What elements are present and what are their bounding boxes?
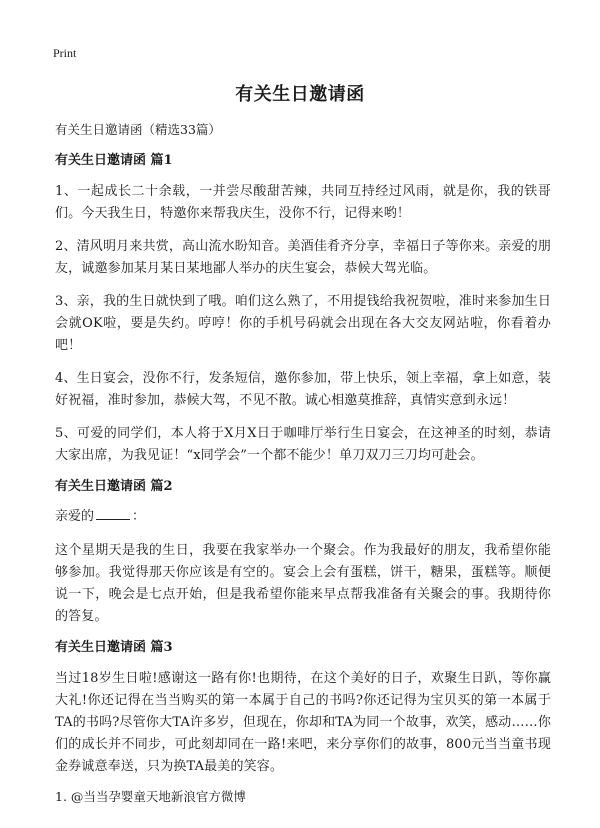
name-blank — [96, 507, 130, 520]
print-link[interactable]: Print — [53, 46, 77, 60]
paragraph: 2、清风明月来共赏，高山流水盼知音。美酒佳肴齐分享，幸福日子等你来。亲爱的朋友，诚邀参加某月某日某地鄙人举办的庆生宴会，恭候大驾光临。 — [55, 239, 551, 276]
greeting-suffix: ： — [132, 509, 146, 524]
section-2 — [55, 478, 551, 628]
section-1 — [55, 152, 551, 467]
section-3 — [55, 639, 551, 805]
section-heading: 有关生日邀请函 篇1 — [55, 153, 173, 168]
section-heading: 有关生日邀请函 篇3 — [55, 640, 173, 655]
paragraph: 3、亲，我的生日就快到了哦。咱们这么熟了，不用提钱给我祝贺啦，准时来参加生日会就OK啦，要是失约。哼哼！你的手机号码就会出现在各大交友网站啦，你看着办吧！ — [55, 294, 551, 353]
page-title: 有关生日邀请函 — [235, 84, 365, 105]
paragraph: 5、可爱的同学们，本人将于X月X日于咖啡厅举行生日宴会，在这神圣的时刻，恭请大家出席，为我见证！“x同学会”一个都不能少！单刀双刀三刀均可赴会。 — [55, 426, 551, 463]
paragraph: 4、生日宴会，没你不行，发条短信，邀你参加，带上快乐，领上幸福，拿上如意，装好祝福，准时参加，恭候大驾，不见不散。诚心相邀莫推辞，真情实意到永远！ — [55, 371, 551, 408]
document-subtitle: 有关生日邀请函（精选33篇） — [55, 122, 221, 137]
list-item: 1. @当当孕婴童天地新浪官方微博 — [55, 789, 246, 804]
paragraph: 这个星期天是我的生日，我要在我家举办一个聚会。作为我最好的朋友，我希望你能够参加。我觉得那天你应该是有空的。宴会上会有蛋糕，饼干，糖果，蛋糕等。顺便说一下，晚会是七点开始，但是我希望你能来早点帮我准备有关聚会的事。我期待你的答复。 — [55, 543, 551, 624]
greeting-line — [55, 507, 551, 526]
paragraph: 当过18岁生日啦!感谢这一路有你!也期待，在这个美好的日子，欢聚生日趴，等你赢大礼!你还记得在当当购买的第一本属于自己的书吗?你还记得为宝贝买的第一本属于TA的书吗?尽管你大TA许多岁，但现在，你却和TA为同一个故事，欢笑，感动……你们的成长并不同步，可此刻却同在一路!来吧，来分享你们的故事，800元当当童书现金券诚意奉送，只为换TA最美的笑容。 — [55, 671, 551, 774]
document-body — [55, 122, 551, 805]
paragraph: 1、一起成长二十余载，一并尝尽酸甜苦辣，共同互持经过风雨，就是你，我的铁哥们。今天我生日，特邀你来帮我庆生，没你不行，记得来哟！ — [55, 184, 551, 221]
greeting-prefix: 亲爱的 — [55, 509, 95, 524]
section-heading: 有关生日邀请函 篇2 — [55, 479, 173, 494]
